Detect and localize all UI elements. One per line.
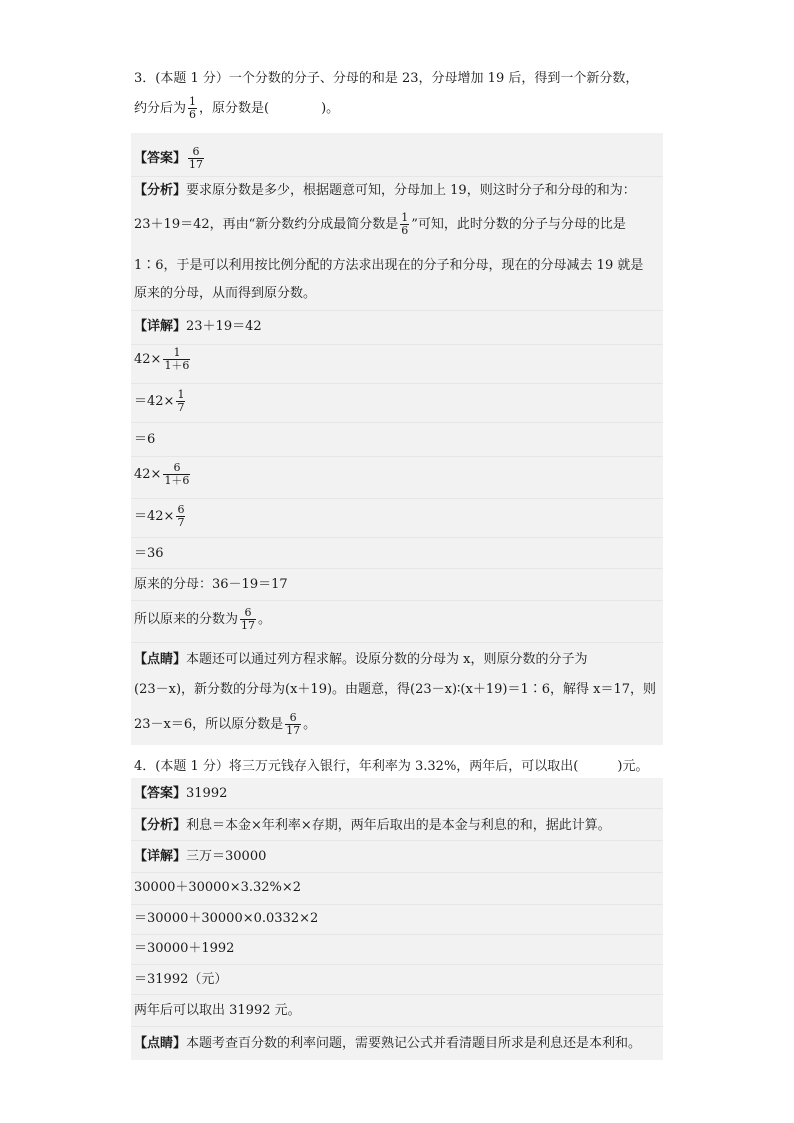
q3-step-5: ＝42× $\frac{6}{7}$ [134,503,185,529]
q3-step-3: ＝6 [134,432,156,447]
q3-analysis-3: 1∶6，于是可以利用按比例分配的方法求出现在的分子和分母，现在的分母减去 19 就是 [134,258,644,273]
q4-step-5: 两年后可以取出 31992 元。 [134,1003,301,1018]
q3-analysis-1: 【分析】要求原分数是多少，根据题意可知，分母加上 19，则这时分子和分母的和为： [134,183,636,198]
q3-step-4: 42× $\frac{6}{1+6}$ [134,461,190,487]
q3-analysis-2: 23＋19＝42，再由“新分数约分成最简分数是 $\frac{1}{6}$ ”可知，此时分数的分子与分母的比是 [134,211,626,237]
q3-step-6: ＝36 [134,546,164,561]
q3-analysis-frac: $\frac{1}{6}$ [401,211,409,237]
q3-answer-frac: $\frac{6}{17}$ [189,145,204,171]
q4-step-4: ＝31992（元） [134,972,228,987]
q4-step-3: ＝30000＋1992 [134,941,235,956]
q3-point-2: (23－x)，新分数的分母为(x＋19)。由题意，得(23－x)∶(x＋19)＝1∶6，解得 x＝17，则 [134,682,656,697]
q3-step-2: ＝42× $\frac{1}{7}$ [134,388,185,414]
q4-answer: 【答案】31992 [134,786,228,801]
q3-line1: 3．(本题 1 分）一个分数的分子、分母的和是 23，分母增加 19 后，得到一个新分数， [134,71,639,86]
q4-step-1: 30000＋30000×3.32%×2 [134,880,302,895]
q4-point: 【点睛】本题考查百分数的利率问题，需要熟记公式并看清题目所求是利息还是本利和。 [134,1036,642,1051]
q3-step-7: 原来的分母：36－19＝17 [134,577,288,592]
q4-detail-1: 【详解】三万＝30000 [134,849,267,864]
q3-line2 [134,96,339,121]
q3-step-1: 42× $\frac{1}{1+6}$ [134,346,190,372]
q3-point-3: 23－x＝6，所以原分数是 $\frac{6}{17}$ 。 [134,711,317,737]
q3-step-8: 所以原来的分数为 $\frac{6}{17}$ 。 [134,606,272,632]
q3-line2-post: ，原分数是( )。 [199,101,340,116]
q3-detail-1: 【详解】23＋19＝42 [134,319,262,334]
q3-analysis-4: 原来的分母，从而得到原分数。 [134,286,317,301]
q3-point-1: 【点睛】本题还可以通过列方程求解。设原分数的分母为 x，则原分数的分子为 [134,652,588,667]
q4-line1: 4．(本题 1 分）将三万元钱存入银行，年利率为 3.32%，两年后，可以取出( )元。 [134,759,649,774]
q4-step-2: ＝30000＋30000×0.0332×2 [134,911,319,926]
q3-line2-pre: 约分后为 [134,101,187,116]
q4-analysis: 【分析】利息＝本金×年利率×存期，两年后取出的是本金与利息的和，据此计算。 [134,818,611,833]
q3-answer: 【答案】 $\frac{6}{17}$ [134,145,204,171]
q3-frac: $\frac{1}{6}$ [189,95,197,121]
